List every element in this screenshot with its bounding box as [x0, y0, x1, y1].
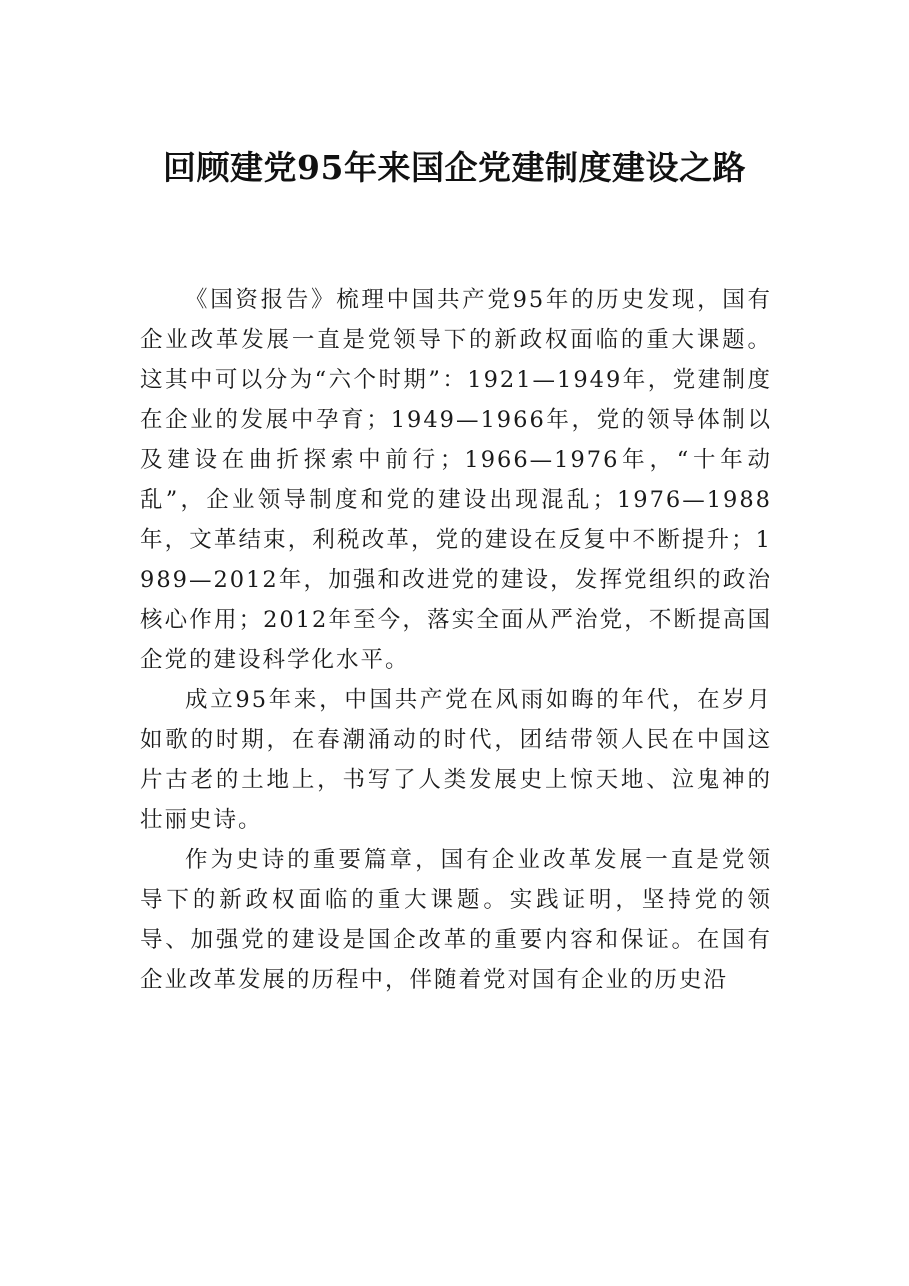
paragraph-2: 成立95年来，中国共产党在风雨如晦的年代，在岁月如歌的时期，在春潮涌动的时代，团结带领人民在中国这片古老的土地上，书写了人类发展史上惊天地、泣鬼神的壮丽史诗。: [140, 687, 772, 833]
paragraph-3: 作为史诗的重要篇章，国有企业改革发展一直是党领导下的新政权面临的重大课题。实践证明，坚持党的领导、加强党的建设是国企改革的重要内容和保证。在国有企业改革发展的历程中，伴随着党对国有企业的历史沿: [140, 847, 772, 993]
document-body: [140, 280, 772, 1000]
paragraph-1: 《国资报告》梳理中国共产党95年的历史发现，国有企业改革发展一直是党领导下的新政权面临的重大课题。这其中可以分为“六个时期”：1921—1949年，党建制度在企业的发展中孕育；1949—1966年，党的领导体制以及建设在曲折探索中前行；1966—1976年，“十年动乱”，企业领导制度和党的建设出现混乱；1976—1988年，文革结束，利税改革，党的建设在反复中不断提升；1989—2012年，加强和改进党的建设，发挥党组织的政治核心作用；2012年至今，落实全面从严治党，不断提高国企党的建设科学化水平。: [140, 287, 772, 673]
document-title: 回顾建党95年来国企党建制度建设之路: [163, 148, 746, 187]
